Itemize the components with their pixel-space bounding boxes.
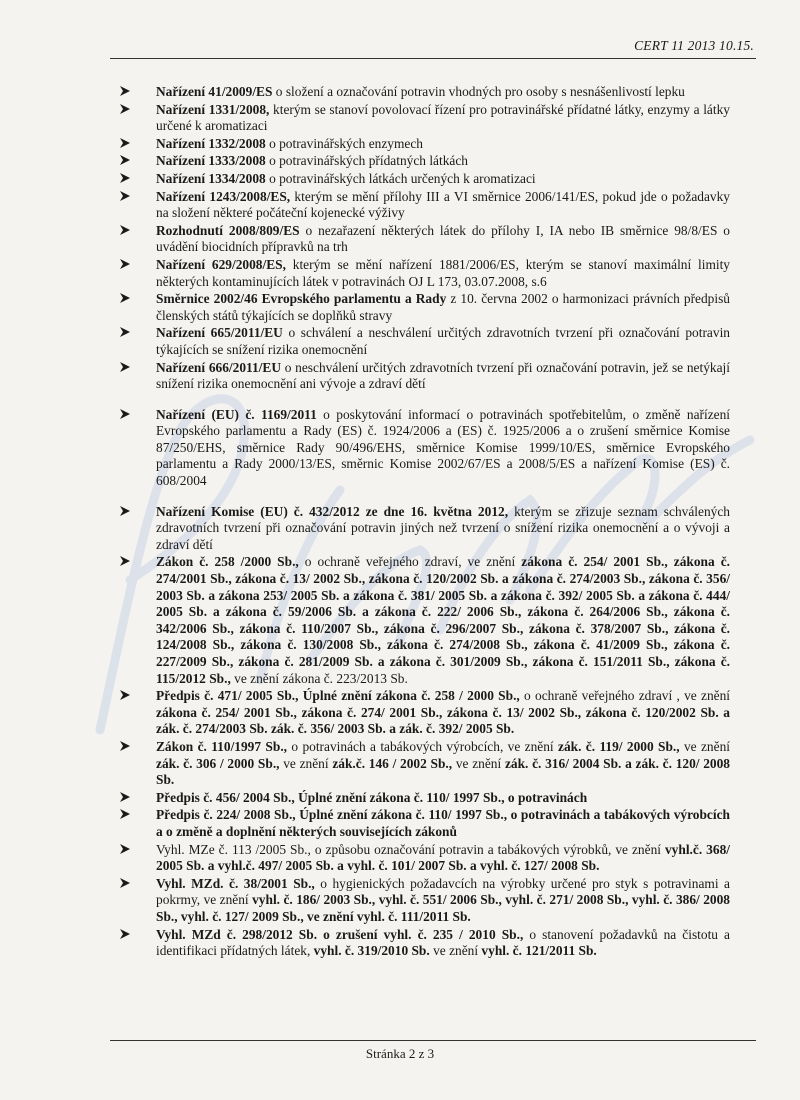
item-text: ve znění bbox=[429, 943, 482, 959]
item-bold-text: Nařízení 1333/2008 bbox=[156, 153, 266, 169]
arrow-bullet-icon bbox=[118, 876, 134, 892]
item-bold-text: Nařízení Komise (EU) č. 432/2012 ze dne 16. května 2012, bbox=[156, 503, 509, 519]
list-item bbox=[110, 291, 730, 324]
list-item bbox=[110, 325, 730, 358]
item-bold-text: vyhl. č. 319/2010 Sb. bbox=[313, 943, 430, 959]
item-text: ve znění zákona č. 223/2013 Sb. bbox=[230, 670, 408, 686]
item-text: Vyhl. MZe č. 113 /2005 Sb., bbox=[156, 841, 311, 857]
item-text: kterým se mění nařízení 1881/2006/ES, kterým se stanoví maximální limity některých kontaminujících látek v potravinách OJ L 173, 03.07.2008, s.6 bbox=[156, 256, 731, 289]
item-bold-text: Vyhl. MZd č. 298/2012 Sb. o zrušení vyhl. č. 235 / 2010 Sb., bbox=[156, 926, 524, 942]
item-text: o potravinářských přídatných látkách bbox=[265, 153, 468, 169]
arrow-bullet-icon bbox=[118, 291, 134, 307]
item-text: o potravinách a tabákových výrobcích, ve znění bbox=[287, 738, 559, 754]
item-bold-text: Nařízení 1334/2008 bbox=[156, 170, 266, 186]
item-bold-text: Nařízení 41/2009/ES bbox=[156, 84, 273, 99]
list-item bbox=[110, 171, 730, 188]
item-text: o neschválení určitých zdravotních tvrzení při označování potravin, jež se netýkají snížení rizika onemocnění ani vývoje a zdraví dětí bbox=[156, 359, 730, 392]
header-divider bbox=[110, 58, 756, 59]
item-bold-text: zák. č. 119/ 2000 Sb., bbox=[558, 738, 680, 754]
arrow-bullet-icon bbox=[118, 407, 134, 423]
arrow-bullet-icon bbox=[118, 807, 134, 823]
arrow-bullet-icon bbox=[118, 223, 134, 239]
item-text: ve znění bbox=[452, 755, 505, 771]
arrow-bullet-icon bbox=[118, 257, 134, 273]
item-text: o potravinářských enzymech bbox=[265, 135, 423, 151]
item-text: o složení a označování potravin vhodných pro osoby s nesnášenlivostí lepku bbox=[272, 84, 685, 99]
item-bold-text: Předpis č. 224/ 2008 Sb., Úplné znění zákona č. 110/ 1997 Sb., o potravinách a tabákových výrobcích a o změně a doplnění některých souvisejících zákonů bbox=[156, 807, 730, 839]
list-item bbox=[110, 223, 730, 256]
item-text: kterým se stanoví povolovací řízení pro potravinářské přídatné látky, enzymy a látky určené k aromatizaci bbox=[156, 101, 730, 134]
arrow-bullet-icon bbox=[118, 688, 134, 704]
item-text: ve znění bbox=[279, 755, 333, 771]
list-item bbox=[110, 360, 730, 393]
item-bold-text: Zákon č. 110/1997 Sb., bbox=[156, 738, 288, 754]
arrow-bullet-icon bbox=[118, 171, 134, 187]
arrow-bullet-icon bbox=[118, 102, 134, 118]
footer-divider bbox=[110, 1040, 756, 1041]
list-item bbox=[110, 189, 730, 222]
list-item bbox=[110, 153, 730, 170]
item-bold-text: Nařízení 1243/2008/ES, bbox=[156, 188, 291, 204]
certificate-code: CERT 11 2013 10.15. bbox=[634, 38, 754, 53]
page-number: Stránka 2 z 3 bbox=[365, 1046, 435, 1061]
item-bold-text: Rozhodnutí 2008/809/ES bbox=[156, 222, 300, 238]
list-item bbox=[110, 554, 730, 687]
arrow-bullet-icon bbox=[118, 189, 134, 205]
arrow-bullet-icon bbox=[118, 554, 134, 570]
item-bold-text: Zákon č. 258 /2000 Sb., bbox=[156, 554, 299, 570]
item-text: z 10. června 2002 o harmonizaci právních předpisů členských států týkajících se doplňků stravy bbox=[156, 291, 731, 323]
item-bold-text: vyhl. č. 186/ 2003 Sb., vyhl. č. 551/ 2006 Sb., vyhl. č. 271/ 2008 Sb., vyhl. č. 386/ 2008 Sb., vyhl. č. 127/ 2009 Sb., ve znění vyhl. č. 111/2011 Sb. bbox=[156, 892, 730, 924]
list-item bbox=[110, 504, 730, 554]
list-item bbox=[110, 102, 730, 135]
item-bold-text: Nařízení 1332/2008 bbox=[156, 135, 266, 151]
item-text: o ochraně veřejného zdraví , ve znění bbox=[519, 688, 730, 704]
item-text: kterým se mění přílohy III a VI směrnice 2006/141/ES, pokud jde o požadavky na složení některé počáteční kojenecké výživy bbox=[156, 188, 730, 221]
item-text: o nezařazení některých látek do přílohy I, IA nebo IB směrnice 98/8/ES o uvádění biocidních přípravků na trh bbox=[156, 222, 730, 255]
arrow-bullet-icon bbox=[118, 136, 134, 152]
list-item bbox=[110, 84, 730, 101]
list-item bbox=[110, 136, 730, 153]
item-bold-text: Nařízení 1331/2008, bbox=[156, 101, 270, 117]
list-item bbox=[110, 790, 730, 807]
list-item bbox=[110, 407, 730, 490]
item-text: o ochraně veřejného zdraví, ve znění bbox=[298, 554, 522, 570]
arrow-bullet-icon bbox=[118, 84, 134, 100]
item-bold-text: Předpis č. 471/ 2005 Sb., Úplné znění zákona č. 258 / 2000 Sb., bbox=[156, 688, 520, 704]
item-text: o poskytování informací o potravinách spotřebitelům, o změně nařízení Evropského parlamentu a Rady (ES) č. 1924/2006 a (ES) č. 1925/2006 a o zrušení směrnice Komise 87/250/EHS, směrnice Rady 90/496/EHS, směrnice Komise 1999/10/ES, směrnice Evropského parlamentu a Rady 2000/13/ES, směrnic Komise 2002/67/ES a 2008/5/ES a nařízení Komise (ES) č. 608/2004 bbox=[156, 406, 730, 489]
list-item bbox=[110, 807, 730, 840]
arrow-bullet-icon bbox=[118, 927, 134, 943]
item-bold-text: vyhl. č. 121/2011 Sb. bbox=[481, 943, 597, 959]
arrow-bullet-icon bbox=[118, 504, 134, 520]
arrow-bullet-icon bbox=[118, 842, 134, 858]
item-bold-text: Nařízení 666/2011/EU bbox=[156, 359, 281, 375]
item-text: o způsobu označování potravin a tabákových výrobků, ve znění bbox=[310, 841, 665, 857]
item-bold-text: zák. č. 316/ 2004 Sb. a zák. č. 120/ 2008 Sb. bbox=[156, 755, 730, 788]
item-bold-text: zák. č. 306 / 2000 Sb., bbox=[156, 755, 280, 771]
arrow-bullet-icon bbox=[118, 325, 134, 341]
item-text: o stanovení požadavků na čistotu a identifikaci přídatných látek, bbox=[156, 926, 730, 959]
item-text: ve znění bbox=[679, 738, 730, 754]
item-bold-text: Nařízení 629/2008/ES, bbox=[156, 256, 286, 272]
item-text: kterým se zřizuje seznam schválených zdravotních tvrzení při označování potravin jiných než tvrzení o snížení rizika onemocnění a o vývoji a zdraví dětí bbox=[156, 503, 730, 552]
list-item bbox=[110, 876, 730, 926]
item-bold-text: Předpis č. 456/ 2004 Sb., Úplné znění zákona č. 110/ 1997 Sb., o potravinách bbox=[156, 789, 588, 805]
item-bold-text: zák.č. 146 / 2002 Sb., bbox=[332, 755, 453, 771]
list-item bbox=[110, 688, 730, 738]
item-bold-text: vyhl.č. 368/ 2005 Sb. a vyhl.č. 497/ 2005 Sb. a vyhl. č. 101/ 2007 Sb. a vyhl. č. 127/ 2008 Sb. bbox=[156, 841, 730, 874]
item-bold-text: Nařízení (EU) č. 1169/2011 bbox=[156, 406, 317, 422]
item-bold-text: zákona č. 254/ 2001 Sb., zákona č. 274/ 2001 Sb., zákona č. 13/ 2002 Sb., zákona č. 120/2002 Sb. a zák. č. 274/2003 Sb. zák. č. 356/ 2003 Sb. a zák. č. 392/ 2005 Sb. bbox=[156, 704, 730, 737]
item-bold-text: zákona č. 254/ 2001 Sb., zákona č. 274/2001 Sb., zákona č. 13/ 2002 Sb., zákona č. 120/2002 Sb. a zákona č. 274/2003 Sb., zákona č. 356/ 2003 Sb. a zákona 253/ 2005 Sb. a zákona č. 381/ 2005 Sb. a zákona č. 392/ 2005 Sb. a zákona č. 444/ 2005 Sb. a zákona č. 59/2006 Sb. a zákona č. 222/ 2006 Sb., zákona č. 264/2006 Sb., zákona č. 342/2006 Sb., zákona č. 110/2007 Sb., zákona č. 296/2007 Sb., zákona č. 378/2007 Sb., zákona č. 124/2008 Sb., zákona č. 130/2008 Sb., zákona č. 274/2008 Sb., zákona č. 41/2009 Sb., zákona č. 227/2009 Sb., zákona č. 281/2009 Sb. a zákona č. 301/2009 Sb., zákona č. 151/2011 Sb., zákona č. 115/2012 Sb., bbox=[156, 554, 730, 686]
item-text: o potravinářských látkách určených k aromatizaci bbox=[265, 170, 536, 186]
item-bold-text: Vyhl. MZd. č. 38/2001 Sb., bbox=[156, 875, 315, 891]
item-bold-text: Nařízení 665/2011/EU bbox=[156, 325, 283, 341]
list-item bbox=[110, 257, 730, 290]
arrow-bullet-icon bbox=[118, 790, 134, 806]
item-bold-text: Směrnice 2002/46 Evropského parlamentu a Rady bbox=[156, 291, 447, 307]
arrow-bullet-icon bbox=[118, 153, 134, 169]
list-item bbox=[110, 927, 730, 960]
item-text: o schválení a neschválení určitých zdravotních tvrzení při označování potravin týkajících se snížení rizika onemocnění bbox=[156, 325, 730, 357]
item-text: o hygienických požadavcích na výrobky určené pro styk s potravinami a pokrmy, ve znění bbox=[156, 875, 730, 908]
regulation-list bbox=[110, 84, 730, 961]
arrow-bullet-icon bbox=[118, 360, 134, 376]
list-item bbox=[110, 842, 730, 875]
list-item bbox=[110, 739, 730, 789]
arrow-bullet-icon bbox=[118, 739, 134, 755]
